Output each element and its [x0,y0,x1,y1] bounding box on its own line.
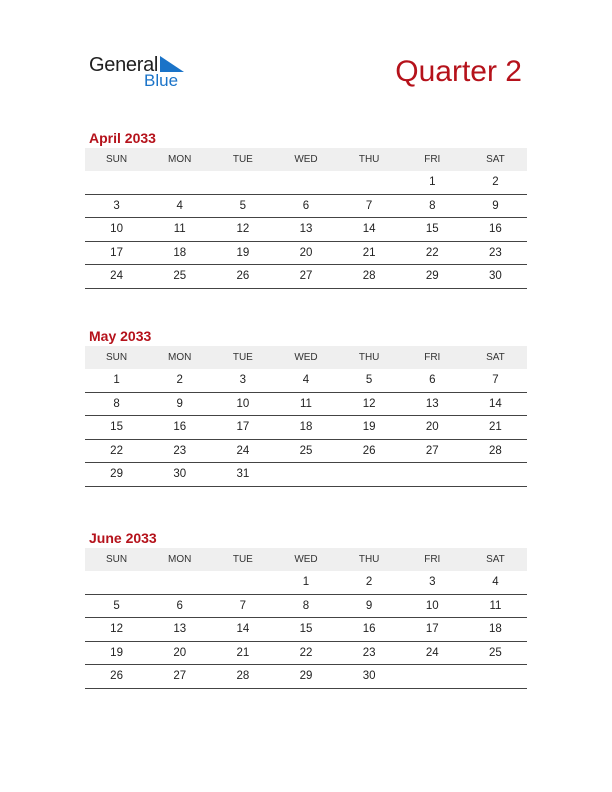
day-cell [464,665,527,689]
day-cell: 3 [401,571,464,594]
day-cell [464,463,527,487]
day-cell: 27 [148,665,211,689]
day-cell: 26 [85,665,148,689]
weekday-header-wed: WED [274,548,337,571]
calendar-body [85,171,527,288]
day-cell: 6 [401,369,464,392]
day-cell: 23 [464,241,527,265]
day-cell: 17 [401,618,464,642]
day-cell [85,171,148,194]
weekday-header-sat: SAT [464,346,527,369]
day-cell: 1 [401,171,464,194]
day-cell: 5 [85,594,148,618]
day-cell: 30 [464,265,527,289]
week-row [85,265,527,289]
day-cell: 20 [274,241,337,265]
month-april [85,128,527,289]
day-cell: 19 [211,241,274,265]
week-row [85,618,527,642]
week-row [85,416,527,440]
logo-triangle-icon [160,56,184,72]
day-cell: 1 [85,369,148,392]
day-cell: 7 [211,594,274,618]
day-cell: 12 [85,618,148,642]
day-cell: 16 [464,218,527,242]
day-cell: 28 [338,265,401,289]
day-cell: 3 [85,194,148,218]
month-title: April 2033 [89,130,156,146]
day-cell: 29 [274,665,337,689]
weekday-header-row [85,148,527,171]
day-cell: 30 [338,665,401,689]
day-cell: 22 [274,641,337,665]
day-cell: 11 [148,218,211,242]
day-cell: 4 [148,194,211,218]
weekday-header-sun: SUN [85,148,148,171]
day-cell: 9 [148,392,211,416]
week-row [85,463,527,487]
day-cell: 5 [211,194,274,218]
day-cell: 8 [85,392,148,416]
week-row [85,392,527,416]
day-cell: 30 [148,463,211,487]
weekday-header-thu: THU [338,548,401,571]
day-cell: 13 [274,218,337,242]
weekday-header-tue: TUE [211,148,274,171]
day-cell: 1 [274,571,337,594]
day-cell [401,665,464,689]
day-cell: 13 [148,618,211,642]
day-cell: 10 [401,594,464,618]
day-cell: 7 [464,369,527,392]
day-cell: 23 [338,641,401,665]
calendar-table [85,148,527,289]
day-cell: 20 [401,416,464,440]
day-cell [211,171,274,194]
week-row [85,218,527,242]
day-cell: 12 [211,218,274,242]
day-cell: 16 [148,416,211,440]
day-cell: 7 [338,194,401,218]
day-cell: 25 [274,439,337,463]
day-cell: 25 [464,641,527,665]
week-row [85,571,527,594]
day-cell: 27 [274,265,337,289]
weekday-header-wed: WED [274,148,337,171]
day-cell: 12 [338,392,401,416]
day-cell [338,463,401,487]
day-cell [211,571,274,594]
day-cell: 18 [464,618,527,642]
day-cell [401,463,464,487]
weekday-header-row [85,548,527,571]
day-cell: 22 [85,439,148,463]
quarter-title: Quarter 2 [395,55,522,88]
day-cell: 24 [211,439,274,463]
day-cell: 24 [85,265,148,289]
day-cell [148,171,211,194]
weekday-header-fri: FRI [401,148,464,171]
day-cell: 10 [85,218,148,242]
day-cell [274,463,337,487]
day-cell: 11 [274,392,337,416]
day-cell: 22 [401,241,464,265]
calendar-table [85,346,527,487]
weekday-header-mon: MON [148,148,211,171]
weekday-header-thu: THU [338,148,401,171]
day-cell: 17 [211,416,274,440]
weekday-header-mon: MON [148,346,211,369]
day-cell: 14 [211,618,274,642]
day-cell: 19 [85,641,148,665]
month-may [85,326,527,487]
day-cell: 10 [211,392,274,416]
week-row [85,641,527,665]
day-cell: 16 [338,618,401,642]
week-row [85,439,527,463]
day-cell: 28 [464,439,527,463]
generalblue-logo [89,54,189,94]
day-cell: 17 [85,241,148,265]
week-row [85,594,527,618]
day-cell: 11 [464,594,527,618]
day-cell: 8 [401,194,464,218]
week-row [85,171,527,194]
day-cell: 27 [401,439,464,463]
weekday-header-mon: MON [148,548,211,571]
weekday-header-sat: SAT [464,148,527,171]
day-cell: 25 [148,265,211,289]
weekday-header-row [85,346,527,369]
day-cell: 13 [401,392,464,416]
day-cell [148,571,211,594]
calendar-body [85,369,527,486]
day-cell: 2 [464,171,527,194]
day-cell: 29 [401,265,464,289]
week-row [85,665,527,689]
day-cell: 21 [338,241,401,265]
week-row [85,194,527,218]
weekday-header-sun: SUN [85,346,148,369]
day-cell [85,571,148,594]
logo-text-blue: Blue [144,71,179,90]
day-cell: 28 [211,665,274,689]
day-cell: 8 [274,594,337,618]
day-cell: 4 [274,369,337,392]
day-cell: 14 [464,392,527,416]
weekday-header-tue: TUE [211,548,274,571]
day-cell: 19 [338,416,401,440]
month-title: May 2033 [89,328,152,344]
weekday-header-tue: TUE [211,346,274,369]
day-cell: 15 [274,618,337,642]
day-cell: 21 [464,416,527,440]
month-june [85,528,527,689]
day-cell: 6 [274,194,337,218]
weekday-header-fri: FRI [401,346,464,369]
month-title: June 2033 [89,530,157,546]
day-cell: 18 [148,241,211,265]
day-cell: 31 [211,463,274,487]
weekday-header-wed: WED [274,346,337,369]
day-cell: 23 [148,439,211,463]
weekday-header-sun: SUN [85,548,148,571]
day-cell: 3 [211,369,274,392]
day-cell: 15 [85,416,148,440]
day-cell: 2 [338,571,401,594]
day-cell: 5 [338,369,401,392]
weekday-header-fri: FRI [401,548,464,571]
day-cell: 26 [211,265,274,289]
week-row [85,369,527,392]
weekday-header-thu: THU [338,346,401,369]
logo-text-general: General [89,54,159,76]
weekday-header-sat: SAT [464,548,527,571]
day-cell [338,171,401,194]
day-cell: 9 [464,194,527,218]
day-cell [274,171,337,194]
day-cell: 4 [464,571,527,594]
day-cell: 18 [274,416,337,440]
day-cell: 9 [338,594,401,618]
calendar-table [85,548,527,689]
week-row [85,241,527,265]
day-cell: 15 [401,218,464,242]
day-cell: 20 [148,641,211,665]
day-cell: 29 [85,463,148,487]
day-cell: 21 [211,641,274,665]
day-cell: 2 [148,369,211,392]
day-cell: 6 [148,594,211,618]
calendar-body [85,571,527,688]
day-cell: 26 [338,439,401,463]
day-cell: 24 [401,641,464,665]
day-cell: 14 [338,218,401,242]
